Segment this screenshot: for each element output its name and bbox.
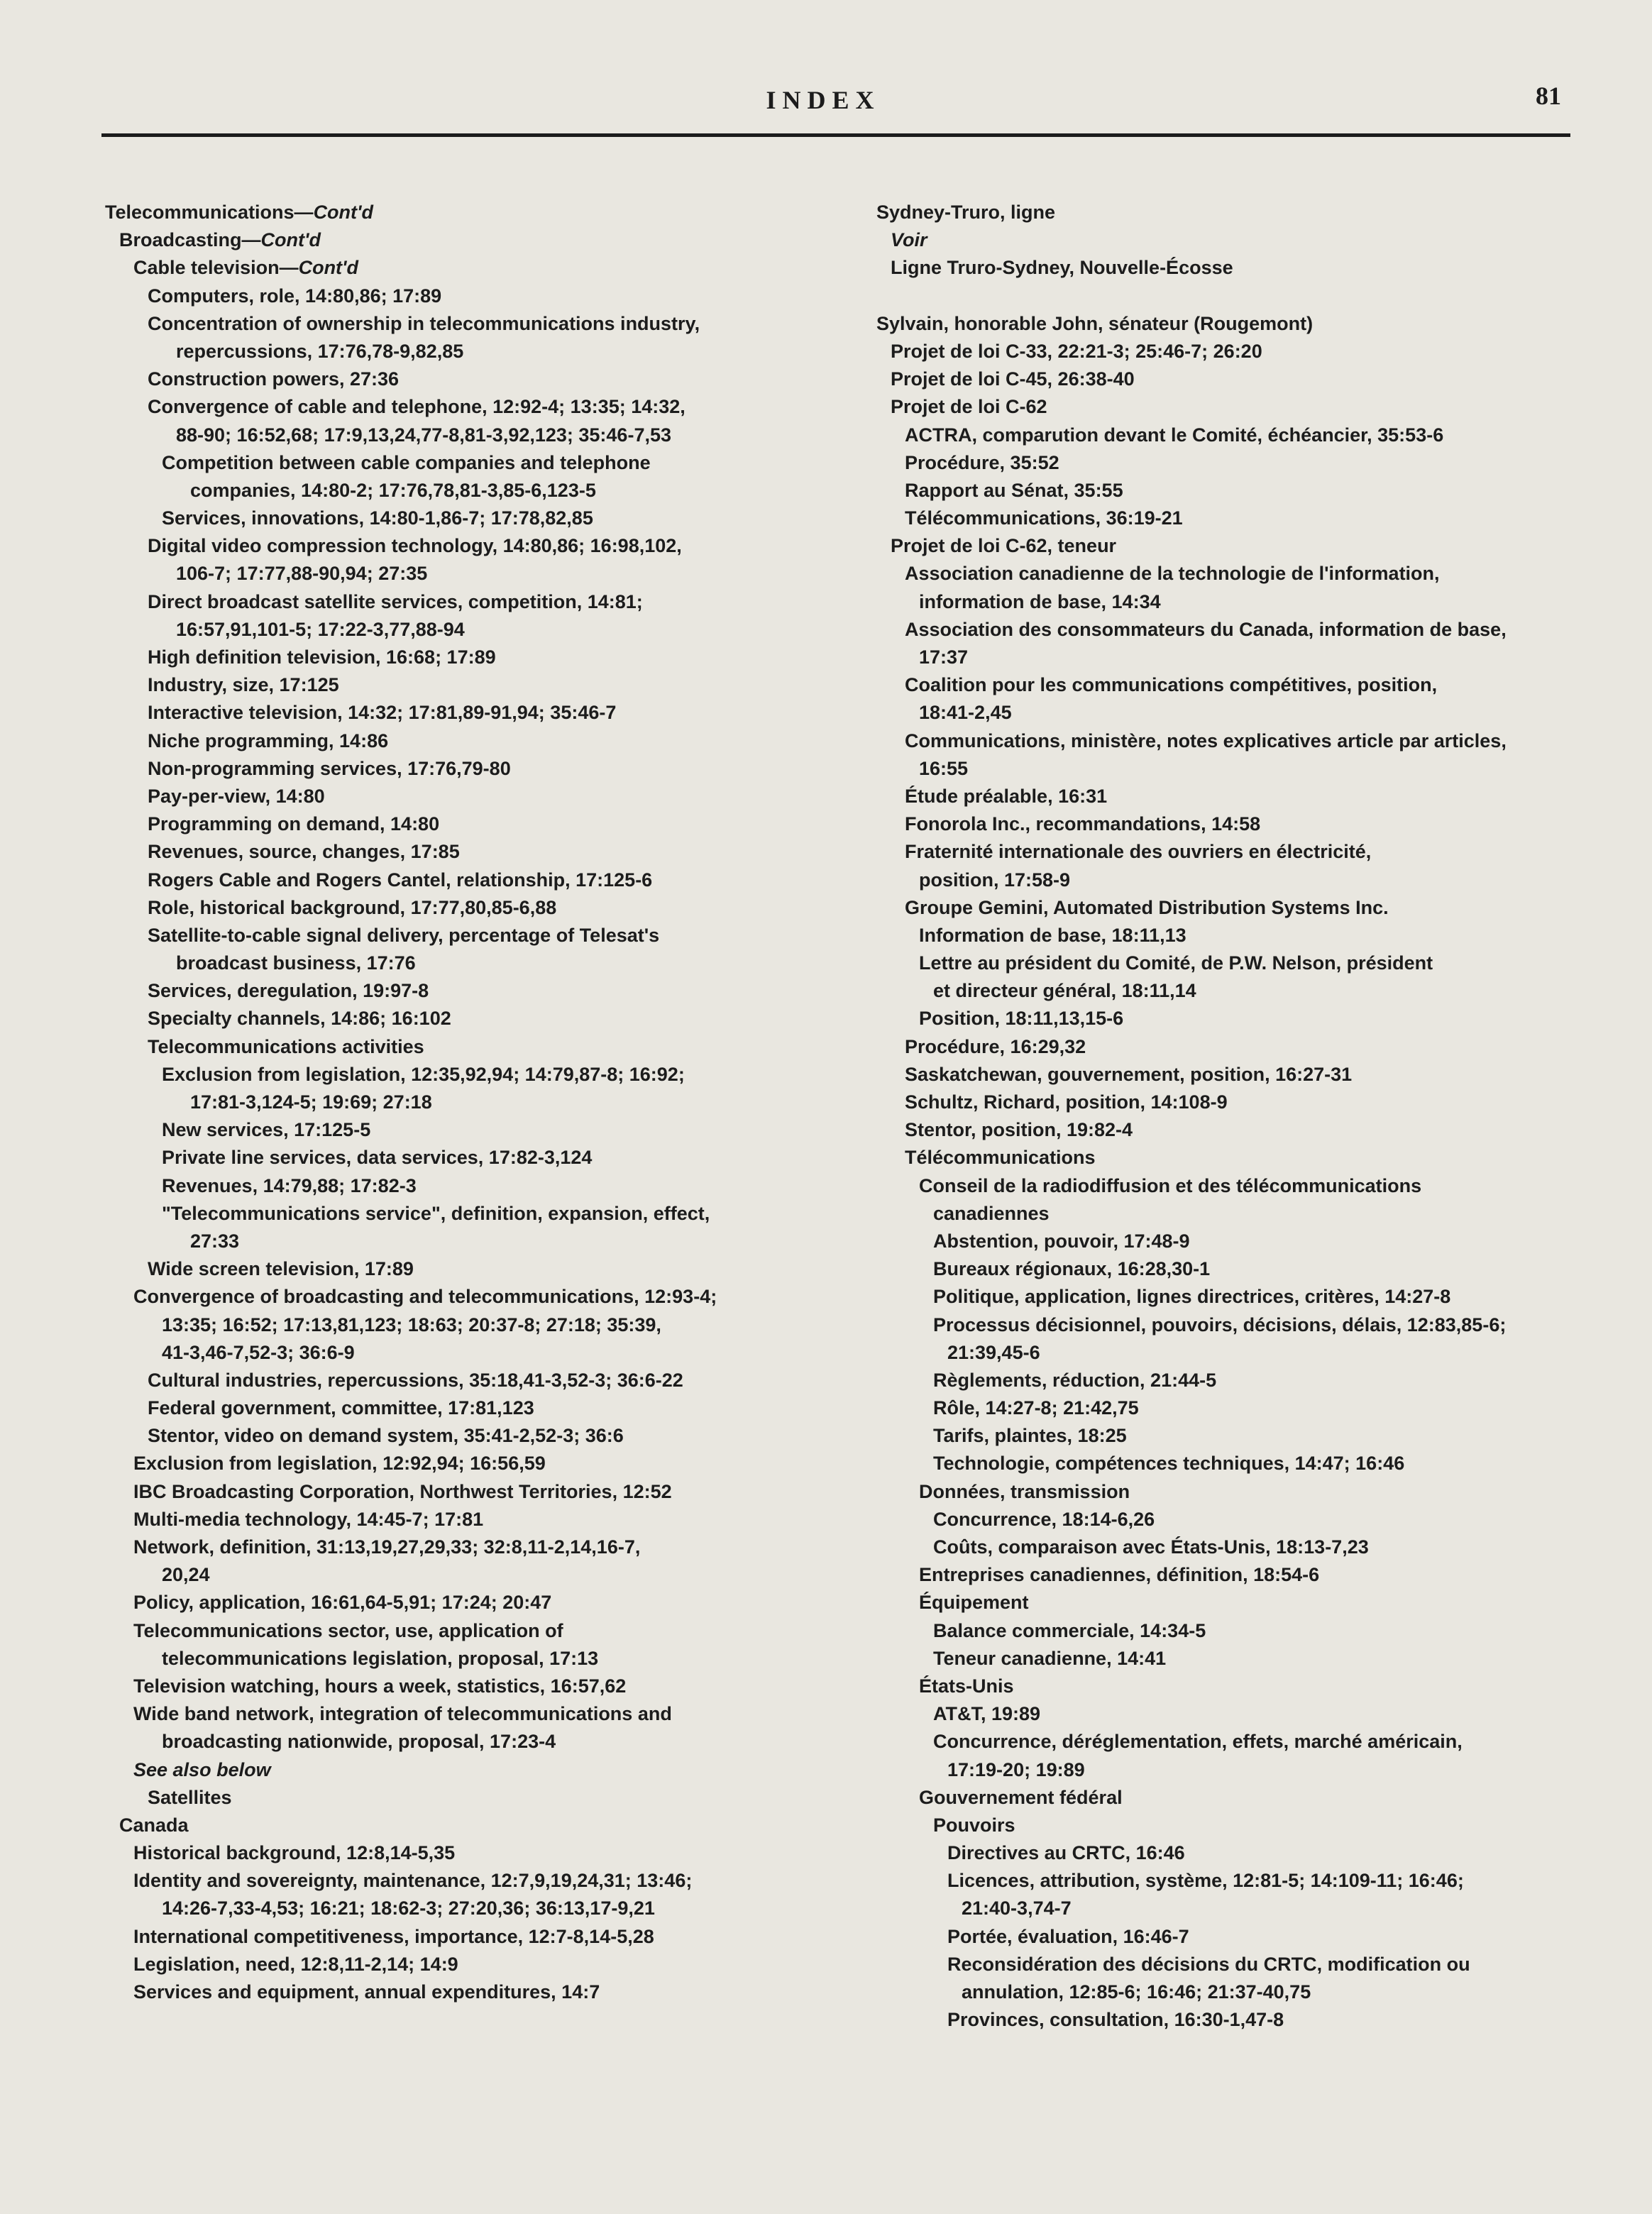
index-entry-text: Satellites <box>148 1786 232 1808</box>
index-entry <box>876 1033 1579 1061</box>
index-entry-text: Règlements, réduction, 21:44-5 <box>933 1369 1217 1391</box>
index-entry-text: Projet de loi C-62, teneur <box>891 535 1117 557</box>
index-entry <box>105 1478 829 1506</box>
index-entry <box>105 644 829 671</box>
index-entry-text: 16:55 <box>919 757 969 779</box>
index-entry-text: Industry, size, 17:125 <box>148 674 339 696</box>
index-entry-text: et directeur général, 18:11,14 <box>933 980 1196 1002</box>
index-entry <box>876 977 1579 1005</box>
index-entry <box>876 1589 1579 1617</box>
index-entry-text: Interactive television, 14:32; 17:81,89-91,94; 35:46-7 <box>148 702 617 724</box>
index-entry <box>876 755 1579 783</box>
index-entry-text: ACTRA, comparution devant le Comité, échéancier, 35:53-6 <box>905 424 1444 446</box>
index-entry-italic: See also below <box>133 1758 271 1780</box>
index-entry <box>876 1339 1579 1367</box>
index-entry <box>876 588 1579 616</box>
index-entry <box>105 1144 829 1172</box>
index-entry-text: Procédure, 35:52 <box>905 451 1059 473</box>
index-entry <box>876 699 1579 727</box>
index-entry-text: Politique, application, lignes directrices, critères, 14:27-8 <box>933 1286 1451 1308</box>
index-entry <box>105 1311 829 1339</box>
index-entry <box>105 1033 829 1061</box>
index-entry <box>105 810 829 838</box>
index-entry <box>105 310 829 338</box>
index-entry-text: Lettre au président du Comité, de P.W. Nelson, président <box>919 952 1433 974</box>
index-entry-text: 17:81-3,124-5; 19:69; 27:18 <box>190 1091 432 1113</box>
index-entry-text: Association canadienne de la technologie de l'information, <box>905 563 1440 585</box>
index-entry-text: Federal government, committee, 17:81,123 <box>148 1397 534 1419</box>
index-entry-text: 27:33 <box>190 1230 240 1252</box>
index-entry <box>876 1367 1579 1394</box>
index-entry-text: Network, definition, 31:13,19,27,29,33; 32:8,11-2,14,16-7, <box>133 1536 641 1558</box>
index-entry <box>105 1228 829 1255</box>
index-entry <box>105 1617 829 1645</box>
index-entry <box>876 1228 1579 1255</box>
index-entry <box>876 1144 1579 1172</box>
index-entry <box>105 1645 829 1673</box>
index-entry-text: 106-7; 17:77,88-90,94; 27:35 <box>176 563 428 585</box>
index-entry <box>105 949 829 977</box>
index-entry-text: Rapport au Sénat, 35:55 <box>905 479 1123 501</box>
index-entry-italic: Cont'd <box>298 257 358 279</box>
index-entry <box>876 226 1579 254</box>
index-entry-text: 17:37 <box>919 646 969 668</box>
index-entry-text: Private line services, data services, 17:82-3,124 <box>162 1147 593 1169</box>
index-entry <box>876 422 1579 449</box>
index-entry <box>105 505 829 532</box>
index-entry <box>105 393 829 421</box>
index-entry-text: Revenues, source, changes, 17:85 <box>148 841 460 863</box>
index-entry <box>876 1812 1579 1839</box>
index-entry-text: Télécommunications, 36:19-21 <box>905 507 1183 529</box>
index-entry-text: Role, historical background, 17:77,80,85-6,88 <box>148 896 557 918</box>
index-entry <box>105 560 829 588</box>
index-entry-text: Convergence of broadcasting and telecommunications, 12:93-4; <box>133 1286 717 1308</box>
index-entry-text: Coalition pour les communications compétitives, position, <box>905 674 1438 696</box>
index-entry <box>105 422 829 449</box>
index-entry <box>105 1255 829 1283</box>
index-entry-text: Position, 18:11,13,15-6 <box>919 1008 1124 1030</box>
index-entry-text: canadiennes <box>933 1202 1050 1224</box>
index-entry-text: Policy, application, 16:61,64-5,91; 17:24; 20:47 <box>133 1592 552 1614</box>
index-entry <box>105 365 829 393</box>
index-entry <box>876 1756 1579 1784</box>
index-entry-text: Teneur canadienne, 14:41 <box>933 1647 1167 1669</box>
index-entry-text: annulation, 12:85-6; 16:46; 21:37-40,75 <box>962 1981 1311 2003</box>
index-entry-text: Fonorola Inc., recommandations, 14:58 <box>905 813 1261 835</box>
index-entry <box>876 644 1579 671</box>
index-entry-text: Télécommunications <box>905 1147 1096 1169</box>
index-entry <box>876 866 1579 894</box>
index-entry-text: Rôle, 14:27-8; 21:42,75 <box>933 1397 1139 1419</box>
index-entry <box>105 1673 829 1700</box>
index-entry <box>876 1728 1579 1756</box>
index-entry-text: companies, 14:80-2; 17:76,78,81-3,85-6,123-5 <box>190 479 596 501</box>
index-entry-text: Projet de loi C-45, 26:38-40 <box>891 368 1135 390</box>
index-entry <box>105 783 829 810</box>
index-entry <box>876 310 1579 338</box>
index-entry <box>876 1645 1579 1673</box>
index-entry-text: Telecommunications activities <box>148 1035 424 1057</box>
index-entry-text: 18:41-2,45 <box>919 702 1012 724</box>
index-entry-text: Multi-media technology, 14:45-7; 17:81 <box>133 1508 484 1530</box>
index-entry-text: position, 17:58-9 <box>919 869 1071 891</box>
index-entry <box>876 505 1579 532</box>
index-entry <box>876 727 1579 755</box>
index-entry <box>876 254 1579 282</box>
index-entry-text: International competitiveness, importance, 12:7-8,14-5,28 <box>133 1925 654 1947</box>
index-entry-text: Sylvain, honorable John, sénateur (Rougemont) <box>876 312 1314 334</box>
index-entry <box>105 1116 829 1144</box>
index-entry-text: Wide screen television, 17:89 <box>148 1258 414 1280</box>
index-entry <box>105 1283 829 1311</box>
index-entry-text: Services, deregulation, 19:97-8 <box>148 980 429 1002</box>
index-entry <box>105 338 829 365</box>
index-entry <box>105 282 829 310</box>
index-entry-text: Association des consommateurs du Canada, information de base, <box>905 618 1507 640</box>
index-entry-text: Information de base, 18:11,13 <box>919 924 1186 946</box>
index-entry-text: Services and equipment, annual expenditures, 14:7 <box>133 1981 600 2003</box>
index-entry <box>105 977 829 1005</box>
index-entry-text: Digital video compression technology, 14:80,86; 16:98,102, <box>148 535 682 557</box>
index-entry-text: Concentration of ownership in telecommunications industry, <box>148 312 700 334</box>
index-entry-text: 14:26-7,33-4,53; 16:21; 18:62-3; 27:20,36; 36:13,17-9,21 <box>162 1898 655 1920</box>
index-entry-text: Telecommunications— <box>105 202 314 223</box>
index-entry <box>105 254 829 282</box>
index-entry <box>105 477 829 505</box>
index-entry-text: Exclusion from legislation, 12:35,92,94; 14:79,87-8; 16:92; <box>162 1063 685 1085</box>
index-entry-text: Procédure, 16:29,32 <box>905 1035 1086 1057</box>
index-entry <box>876 1617 1579 1645</box>
index-entry <box>876 1255 1579 1283</box>
index-entry <box>105 226 829 254</box>
index-entry <box>876 199 1579 226</box>
index-entry <box>105 838 829 866</box>
index-entry-text: États-Unis <box>919 1675 1014 1697</box>
index-entry-text: Sydney-Truro, ligne <box>876 202 1056 223</box>
index-entry <box>105 699 829 727</box>
index-entry-text: Portée, évaluation, 16:46-7 <box>947 1925 1189 1947</box>
index-entry <box>876 1089 1579 1116</box>
index-entry-text: Coûts, comparaison avec États-Unis, 18:13-7,23 <box>933 1536 1369 1558</box>
index-entry <box>105 1812 829 1839</box>
index-entry-text: Revenues, 14:79,88; 17:82-3 <box>162 1174 417 1196</box>
index-entry <box>876 1283 1579 1311</box>
index-entry <box>105 1005 829 1032</box>
index-entry <box>876 1923 1579 1951</box>
index-entry-text: Balance commerciale, 14:34-5 <box>933 1619 1206 1641</box>
index-entry <box>876 393 1579 421</box>
index-entry-text: "Telecommunications service", definition, expansion, effect, <box>162 1202 710 1224</box>
index-entry <box>876 894 1579 922</box>
index-entry-text: broadcasting nationwide, proposal, 17:23-4 <box>162 1731 556 1753</box>
index-entry <box>105 1923 829 1951</box>
index-entry <box>105 1867 829 1895</box>
index-entry-text: Exclusion from legislation, 12:92,94; 16:56,59 <box>133 1453 546 1475</box>
index-entry <box>876 1867 1579 1895</box>
index-entry-italic: Voir <box>891 229 927 251</box>
index-entry-text: 21:40-3,74-7 <box>962 1898 1072 1920</box>
index-entry <box>876 1005 1579 1032</box>
index-entry <box>105 922 829 949</box>
index-entry-text: Rogers Cable and Rogers Cantel, relationship, 17:125-6 <box>148 869 653 891</box>
index-entry-text: Convergence of cable and telephone, 12:92-4; 13:35; 14:32, <box>148 396 685 418</box>
index-entry-text: Données, transmission <box>919 1480 1130 1502</box>
index-entry <box>105 1839 829 1867</box>
page-title: INDEX <box>766 86 881 114</box>
index-entry-text: Projet de loi C-62 <box>891 396 1047 418</box>
index-entry-text: Concurrence, 18:14-6,26 <box>933 1508 1155 1530</box>
index-column-right <box>876 199 1579 2034</box>
index-entry-text: Projet de loi C-33, 22:21-3; 25:46-7; 26:20 <box>891 340 1262 362</box>
index-entry-text: Bureaux régionaux, 16:28,30-1 <box>933 1258 1211 1280</box>
index-entry-text: 20,24 <box>162 1564 210 1586</box>
index-entry <box>105 1061 829 1089</box>
index-entry-text: Telecommunications sector, use, application of <box>133 1619 563 1641</box>
index-entry <box>105 449 829 477</box>
index-entry <box>876 1172 1579 1200</box>
index-entry-text: Licences, attribution, système, 12:81-5; 14:109-11; 16:46; <box>947 1870 1464 1892</box>
index-entry-text: information de base, 14:34 <box>919 590 1161 612</box>
index-entry <box>105 1172 829 1200</box>
index-entry-text: IBC Broadcasting Corporation, Northwest Territories, 12:52 <box>133 1480 672 1502</box>
index-entry <box>876 1951 1579 1978</box>
index-entry-text: 13:35; 16:52; 17:13,81,123; 18:63; 20:37-8; 27:18; 35:39, <box>162 1313 661 1335</box>
index-entry-text: Direct broadcast satellite services, competition, 14:81; <box>148 590 643 612</box>
index-entry <box>876 949 1579 977</box>
index-entry-text: Communications, ministère, notes explicatives article par articles, <box>905 729 1507 751</box>
index-entry-text: Groupe Gemini, Automated Distribution Systems Inc. <box>905 896 1389 918</box>
index-entry-text: Non-programming services, 17:76,79-80 <box>148 757 511 779</box>
index-entry <box>876 1394 1579 1422</box>
index-entry-text: broadcast business, 17:76 <box>176 952 416 974</box>
index-entry <box>105 1700 829 1728</box>
index-entry <box>876 1700 1579 1728</box>
index-entry-text: 16:57,91,101-5; 17:22-3,77,88-94 <box>176 618 465 640</box>
index-entry-text: Television watching, hours a week, statistics, 16:57,62 <box>133 1675 627 1697</box>
index-entry-text: 88-90; 16:52,68; 17:9,13,24,77-8,81-3,92,123; 35:46-7,53 <box>176 424 671 446</box>
index-entry <box>105 588 829 616</box>
index-entry <box>105 1394 829 1422</box>
index-entry-text: Équipement <box>919 1592 1029 1614</box>
index-entry <box>876 282 1579 310</box>
page-number: 81 <box>1536 82 1561 110</box>
index-entry <box>105 671 829 699</box>
index-entry <box>105 1200 829 1228</box>
index-entry <box>876 1839 1579 1867</box>
index-entry <box>876 338 1579 365</box>
index-entry-text: Stentor, video on demand system, 35:41-2,52-3; 36:6 <box>148 1425 624 1447</box>
index-entry-text: Wide band network, integration of telecommunications and <box>133 1703 672 1725</box>
index-entry <box>876 1061 1579 1089</box>
index-entry-text: repercussions, 17:76,78-9,82,85 <box>176 340 464 362</box>
index-entry-text: Abstention, pouvoir, 17:48-9 <box>933 1230 1190 1252</box>
index-entry-text: Computers, role, 14:80,86; 17:89 <box>148 285 442 307</box>
index-entry <box>876 1450 1579 1477</box>
index-entry <box>105 755 829 783</box>
index-entry <box>105 1589 829 1617</box>
index-entry <box>105 616 829 644</box>
index-entry-text: Fraternité internationale des ouvriers en électricité, <box>905 841 1372 863</box>
index-entry <box>876 1784 1579 1812</box>
index-entry-text: Provinces, consultation, 16:30-1,47-8 <box>947 2009 1284 2031</box>
index-entry-text: 21:39,45-6 <box>947 1341 1040 1363</box>
index-entry <box>105 1756 829 1784</box>
index-entry-text: Programming on demand, 14:80 <box>148 813 440 835</box>
index-entry-text: AT&T, 19:89 <box>933 1703 1041 1725</box>
index-entry <box>105 1895 829 1922</box>
index-entry-text: Cable television— <box>133 257 299 279</box>
index-entry <box>876 1311 1579 1339</box>
index-entry <box>105 1951 829 1978</box>
index-entry <box>876 1673 1579 1700</box>
index-entry <box>876 1533 1579 1561</box>
index-entry-text: New services, 17:125-5 <box>162 1119 371 1141</box>
index-entry-text: Pouvoirs <box>933 1814 1015 1836</box>
index-entry <box>876 922 1579 949</box>
index-entry-text: Tarifs, plaintes, 18:25 <box>933 1425 1127 1447</box>
index-entry <box>876 1478 1579 1506</box>
index-entry <box>876 810 1579 838</box>
index-entry-text: 41-3,46-7,52-3; 36:6-9 <box>162 1341 355 1363</box>
index-entry <box>876 671 1579 699</box>
index-entry-text: Specialty channels, 14:86; 16:102 <box>148 1008 451 1030</box>
index-entry-text: 17:19-20; 19:89 <box>947 1758 1085 1780</box>
index-entry <box>876 1561 1579 1589</box>
index-entry-text: Historical background, 12:8,14-5,35 <box>133 1842 456 1864</box>
index-entry-text: Étude préalable, 16:31 <box>905 785 1108 807</box>
index-entry <box>105 1978 829 2006</box>
index-entry <box>876 616 1579 644</box>
index-entry-text: Canada <box>119 1814 189 1836</box>
index-entry-text: Technologie, compétences techniques, 14:47; 16:46 <box>933 1453 1405 1475</box>
index-entry-text: Cultural industries, repercussions, 35:18,41-3,52-3; 36:6-22 <box>148 1369 683 1391</box>
index-entry <box>876 838 1579 866</box>
index-entry <box>876 2006 1579 2034</box>
index-entry-text: Identity and sovereignty, maintenance, 12:7,9,19,24,31; 13:46; <box>133 1870 693 1892</box>
index-entry-text: Conseil de la radiodiffusion et des télécommunications <box>919 1174 1422 1196</box>
index-entry <box>876 1978 1579 2006</box>
index-entry <box>105 1089 829 1116</box>
index-entry <box>876 477 1579 505</box>
index-entry-text: Niche programming, 14:86 <box>148 729 389 751</box>
index-entry-text: Broadcasting— <box>119 229 261 251</box>
index-entry <box>105 1728 829 1756</box>
index-entry <box>876 783 1579 810</box>
index-entry <box>876 1895 1579 1922</box>
index-entry-text: Services, innovations, 14:80-1,86-7; 17:78,82,85 <box>162 507 593 529</box>
index-entry-text: Satellite-to-cable signal delivery, percentage of Telesat's <box>148 924 660 946</box>
index-entry-text: Reconsidération des décisions du CRTC, modification ou <box>947 1953 1470 1975</box>
index-entry <box>105 894 829 922</box>
index-entry-text: Competition between cable companies and telephone <box>162 451 651 473</box>
index-entry-text: Schultz, Richard, position, 14:108-9 <box>905 1091 1228 1113</box>
index-entry <box>876 1200 1579 1228</box>
index-entry <box>105 1367 829 1394</box>
index-entry <box>105 1450 829 1477</box>
index-entry <box>105 199 829 226</box>
index-entry <box>105 866 829 894</box>
index-entry <box>876 365 1579 393</box>
index-entry-text: Stentor, position, 19:82-4 <box>905 1119 1133 1141</box>
index-entry <box>876 560 1579 588</box>
index-entry-text: Concurrence, déréglementation, effets, marché américain, <box>933 1731 1463 1753</box>
index-entry-text: Pay-per-view, 14:80 <box>148 785 325 807</box>
index-entry-text: Processus décisionnel, pouvoirs, décisions, délais, 12:83,85-6; <box>933 1313 1507 1335</box>
index-entry <box>105 1339 829 1367</box>
index-entry-text: Gouvernement fédéral <box>919 1786 1123 1808</box>
index-entry-text: telecommunications legislation, proposal, 17:13 <box>162 1647 599 1669</box>
index-entry-italic: Cont'd <box>260 229 321 251</box>
index-entry <box>105 1561 829 1589</box>
index-entry <box>876 1506 1579 1533</box>
index-entry <box>105 1422 829 1450</box>
index-entry-text: Directives au CRTC, 16:46 <box>947 1842 1185 1864</box>
index-entry-text: Legislation, need, 12:8,11-2,14; 14:9 <box>133 1953 458 1975</box>
index-column-left <box>105 199 829 2006</box>
index-entry <box>105 1784 829 1812</box>
header-rule <box>101 133 1570 137</box>
index-entry <box>876 1116 1579 1144</box>
index-entry-text: Construction powers, 27:36 <box>148 368 400 390</box>
index-entry-text: Saskatchewan, gouvernement, position, 16:27-31 <box>905 1063 1353 1085</box>
index-entry <box>105 727 829 755</box>
index-entry <box>876 449 1579 477</box>
index-entry-text: Ligne Truro-Sydney, Nouvelle-Écosse <box>891 257 1233 279</box>
index-entry <box>105 1506 829 1533</box>
index-entry <box>876 532 1579 560</box>
index-entry <box>105 532 829 560</box>
index-entry-text: High definition television, 16:68; 17:89 <box>148 646 496 668</box>
index-entry-italic: Cont'd <box>313 202 373 223</box>
index-entry-text: Entreprises canadiennes, définition, 18:54-6 <box>919 1564 1320 1586</box>
index-entry <box>876 1422 1579 1450</box>
index-entry <box>105 1533 829 1561</box>
